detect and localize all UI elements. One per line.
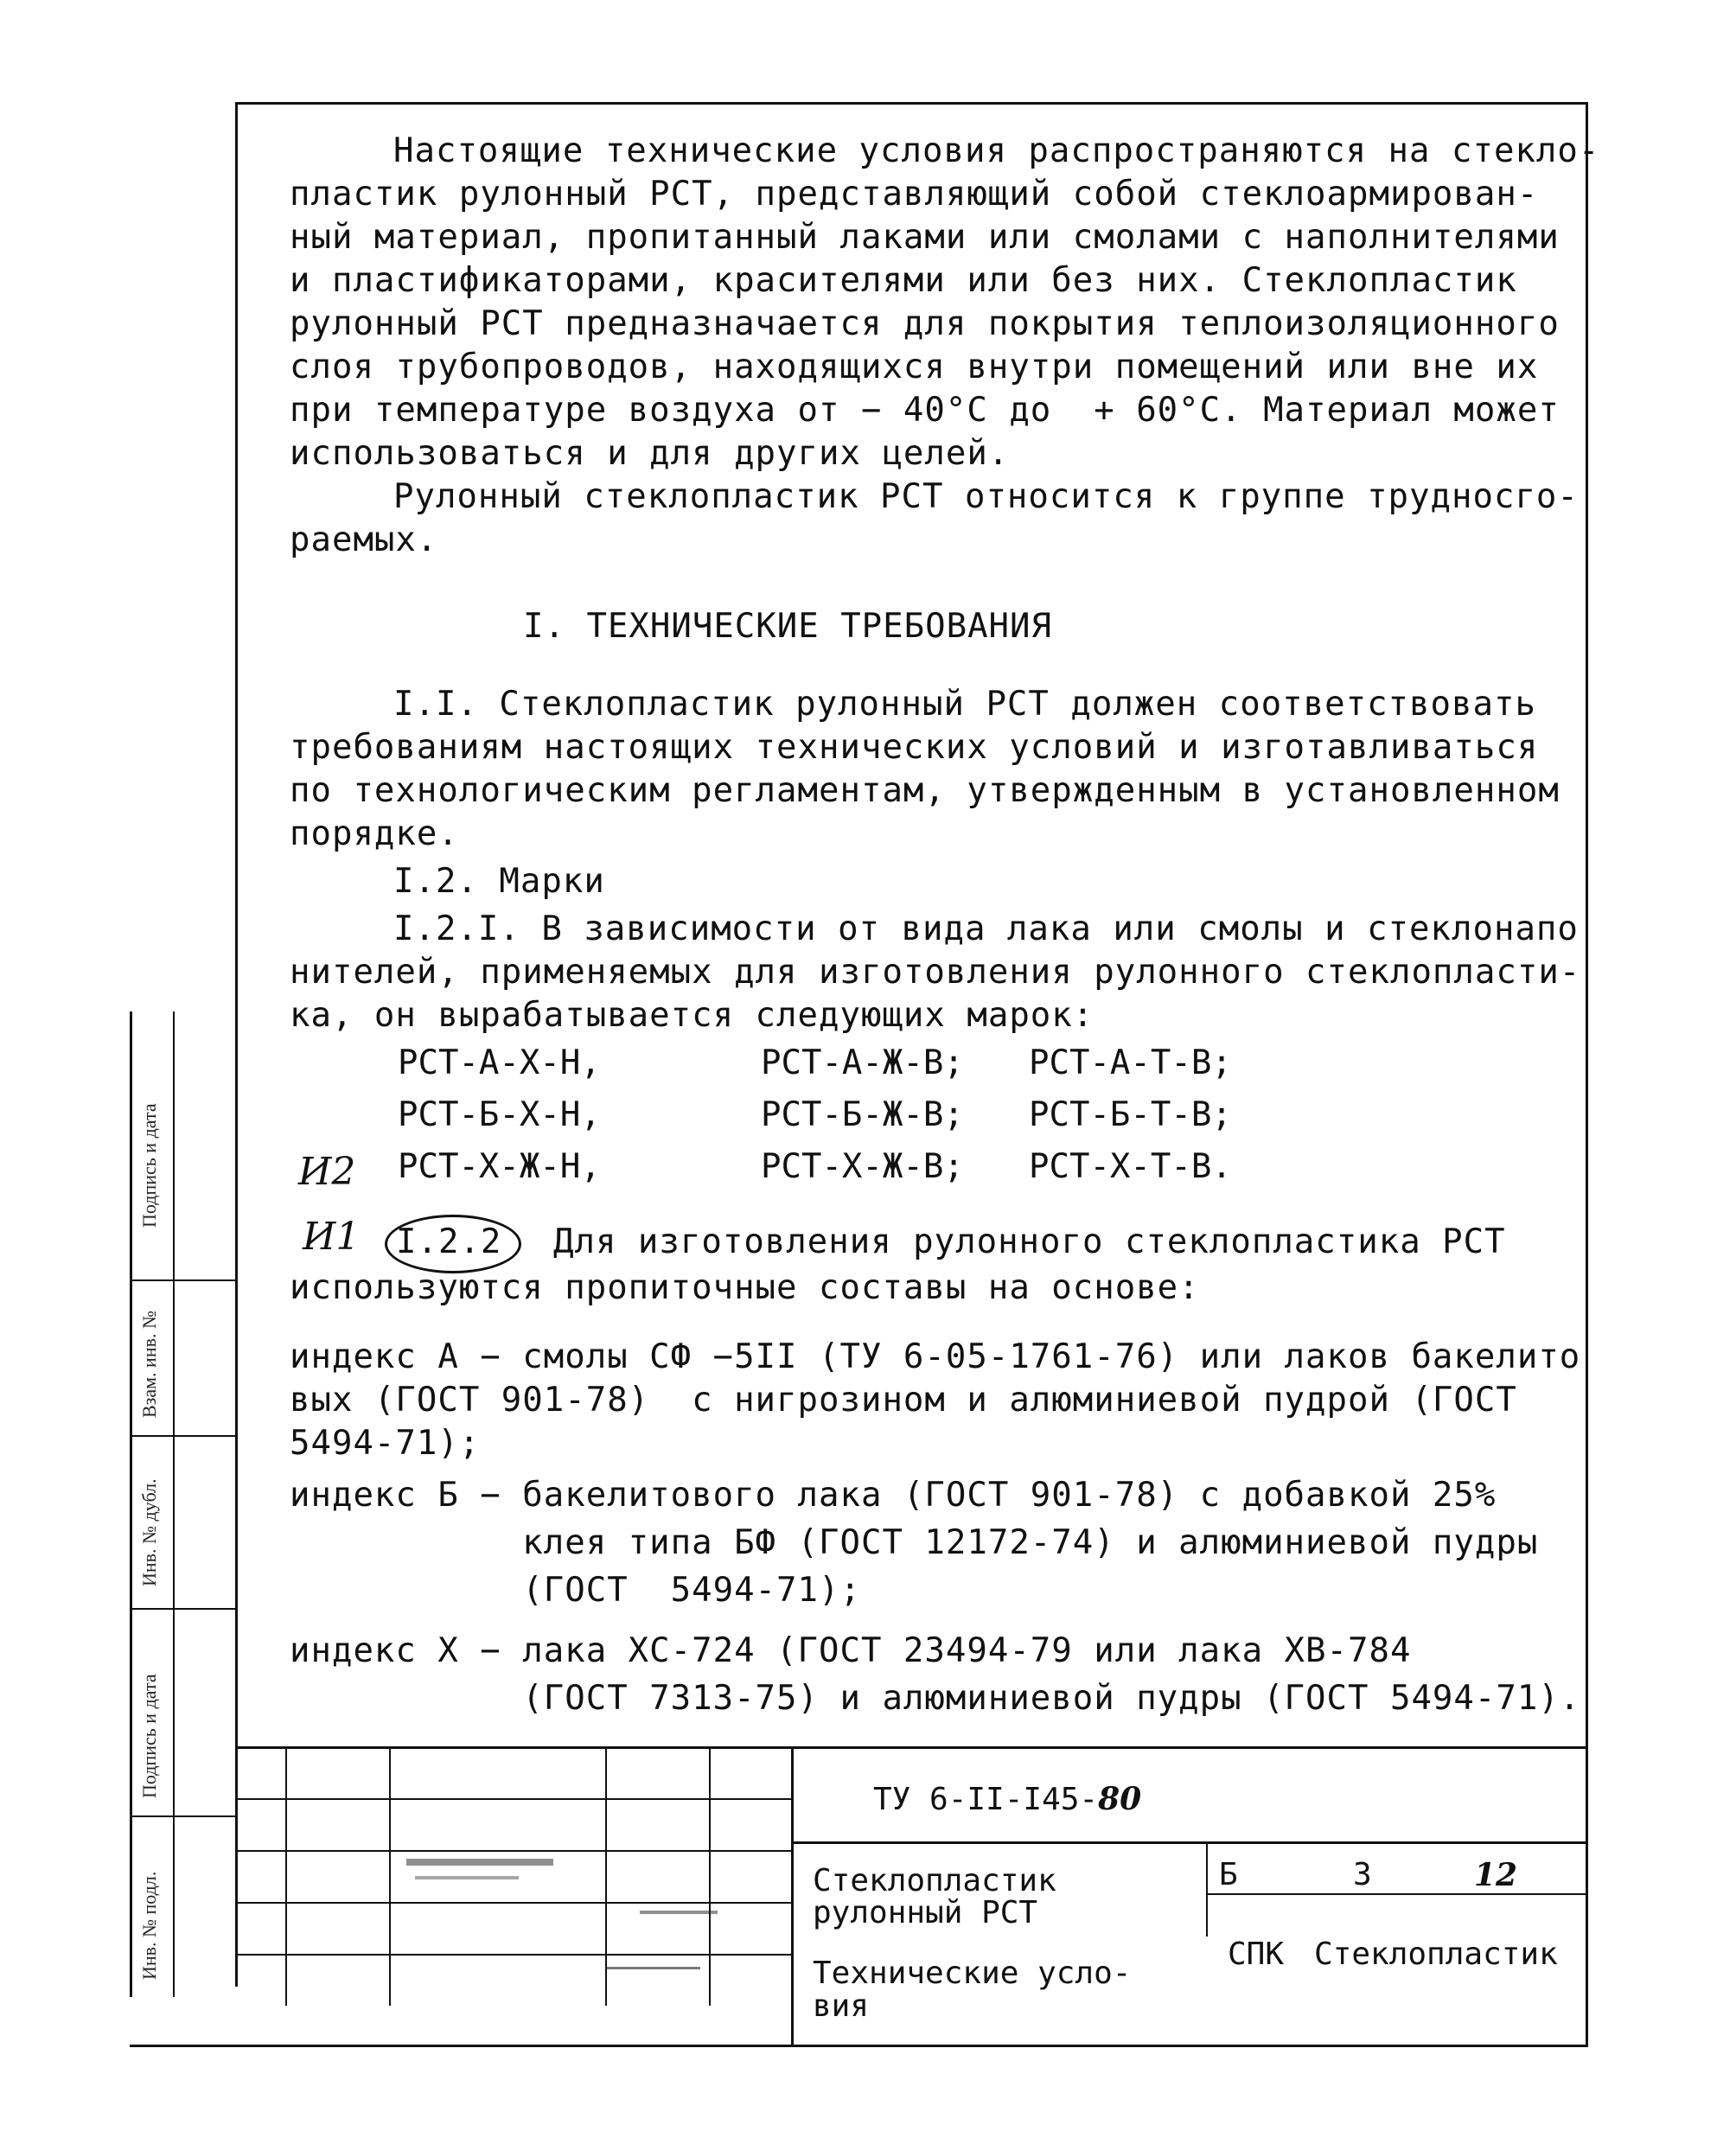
p12-heading: I.2. Марки [393,862,605,901]
p11-line: порядке. [290,814,459,853]
stamp-left-row-3 [235,1902,791,1904]
stamp-left-grid-1 [285,1746,287,2006]
intro-line: ный материал, пропитанный лаками или смолами с наполнителями [290,218,1560,257]
signature-smudge [406,1859,553,1866]
intro-line: пластик рулонный РСТ, представляющий собой стеклоармирован- [290,175,1539,214]
intro-line: и пластификаторами, красителями или без них. Стеклопластик [290,261,1517,300]
signature-smudge [605,1967,700,1969]
handwritten-note: И2 [298,1150,356,1194]
intro-line: использоваться и для других целей. [290,434,1010,473]
p122-line: Для изготовления рулонного стеклопластика РСТ [553,1222,1506,1261]
p121-line: ка, он вырабатывается следующих марок: [290,996,1095,1035]
section-title: I. ТЕХНИЧЕСКИЕ ТРЕБОВАНИЯ [523,607,1052,646]
stamp-right-subline [1206,1893,1588,1895]
mark-cell: РСТ-Б-Ж-В; [761,1095,964,1134]
stamp-org-name: Стеклопластик [1314,1937,1558,1972]
intro-line: раемых. [290,520,438,559]
mark-cell: РСТ-Х-Ж-В; [761,1147,964,1186]
side-strip-row-1 [130,1279,235,1281]
signature-smudge [640,1911,718,1914]
stamp-letter: Б [1219,1857,1238,1892]
stamp-vertical-divider [791,1746,794,2045]
p122-number: I.2.2 [396,1222,502,1261]
mark-cell: РСТ-А-Ж-В; [761,1043,964,1082]
stamp-mid-line [791,1841,1588,1844]
stamp-left-row-1 [235,1798,791,1800]
intro-line: слоя трубопроводов, находящихся внутри помещений или вне их [290,348,1539,386]
side-strip-row-2 [130,1435,235,1437]
product-name-line: рулонный РСТ [813,1895,1038,1930]
index-x-line: индекс Х − лака ХС-724 (ГОСТ 23494-79 или лака ХВ-784 [290,1631,1412,1670]
p121-line: нителей, применяемых для изготовления рулонного стеклопласти- [290,953,1581,992]
index-a-line: индекс А − смолы СФ −5II (ТУ 6-05-1761-76) или лаков бакелито [290,1337,1581,1376]
side-strip-left [130,1011,132,1997]
frame-bottom [130,2045,1588,2047]
index-b-line: индекс Б − бакелитового лака (ГОСТ 901-78) с добавкой 25% [290,1476,1497,1515]
p11-line: по технологическим регламентам, утвержденным в установленном [290,771,1560,810]
index-b-line: клея типа БФ (ГОСТ 12172-74) и алюминиевой пудры [290,1523,1539,1562]
side-label-5: Инв. № подл. [138,1871,160,1980]
index-x-line: (ГОСТ 7313-75) и алюминиевой пудры (ГОСТ 5494-71). [290,1679,1581,1718]
stamp-sheet: 3 [1353,1857,1372,1892]
side-strip-row-4 [130,1815,235,1817]
doc-code-printed: ТУ 6-II-I45- [873,1782,1099,1817]
product-name-line: Стеклопластик [813,1863,1056,1898]
doc-code-handwritten: 80 [1098,1781,1142,1817]
stamp-left-grid-2 [389,1746,391,2006]
stamp-left-row-2 [235,1850,791,1852]
stamp-left-row-4 [235,1954,791,1956]
mark-cell: РСТ-А-Х-Н, [398,1043,601,1082]
frame-top [235,102,1588,105]
index-a-line: 5494-71); [290,1424,481,1463]
side-strip-divider [173,1011,175,1997]
p11-line: I.I. Стеклопластик рулонный РСТ должен соответствовать [393,685,1536,724]
side-strip-row-3 [130,1608,235,1610]
side-label-2: Взам. инв. № [138,1311,160,1418]
stamp-sheets: 12 [1474,1857,1518,1893]
index-a-line: вых (ГОСТ 901-78) с нигрозином и алюминиевой пудрой (ГОСТ [290,1381,1517,1420]
mark-cell: РСТ-Х-Ж-Н, [398,1147,601,1186]
doc-code [873,1781,1141,1818]
mark-cell: РСТ-Б-Т-В; [1029,1095,1232,1134]
stamp-right-divider [1206,1841,1208,1937]
p121-line: I.2.I. В зависимости от вида лака или смолы и стеклонапо [393,909,1579,948]
mark-cell: РСТ-Б-Х-Н, [398,1095,601,1134]
stamp-top-line [235,1746,1588,1749]
mark-cell: РСТ-Х-Т-В. [1029,1147,1232,1186]
p11-line: требованиям настоящих технических условий и изготавливаться [290,728,1539,767]
p122-line: используются пропиточные составы на основе: [290,1268,1200,1307]
frame-left [235,102,238,1987]
intro-line: рулонный РСТ предназначается для покрытия теплоизоляционного [290,304,1560,343]
intro-line: Рулонный стеклопластик РСТ относится к группе трудносго- [393,477,1579,516]
doc-type-line: вия [813,1988,870,2024]
handwritten-note: И1 [303,1215,361,1259]
side-label-4: Подпись и дата [138,1674,160,1798]
intro-line: при температуре воздуха от − 40°С до + 60°С. Материал может [290,391,1560,430]
stamp-left-grid-4 [709,1746,711,2006]
doc-type-line: Технические усло- [813,1956,1132,1991]
side-label-3: Инв. № дубл. [138,1478,160,1586]
frame-right [1586,102,1588,2047]
stamp-org-abbr: СПК [1228,1937,1285,1972]
index-b-line: (ГОСТ 5494-71); [290,1571,861,1610]
mark-cell: РСТ-А-Т-В; [1029,1043,1232,1082]
side-label-1: Подпись и дата [138,1103,160,1228]
intro-line: Настоящие технические условия распространяются на стекло- [393,131,1600,170]
signature-smudge [415,1876,519,1879]
